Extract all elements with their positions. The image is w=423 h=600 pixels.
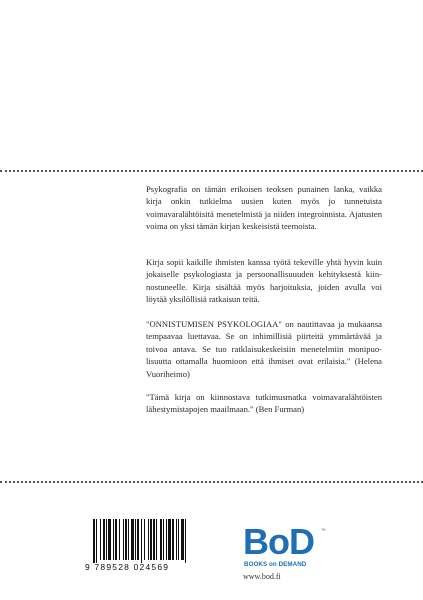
blurb-paragraph-2: Kirja sopii kaikille ihmisten kanssa työtä tekeville yhtä hyvin kuin jokaiselle psykologiasta ja persoonallisuuuden kehityksestä kiin-nostuneelle. Kirja sisältää myös harjoituksia, joiden avulla voi löytää yksilöllisiä ratkaisun teitä. (146, 257, 382, 305)
review-quote-furman: "Tämä kirja on kiinnostava tutkimusmatka voimavaralähtöisten lähestymistapojen maailmaan." (Ben Furman) (146, 392, 382, 415)
review-quote-vuoriheimo: "ONNISTUMISEN PSYKOLOGIAA" on nautittavaa ja mukaansa tempaavaa luettavaa. Se on inhimillisiä piirteitä ymmärtävää ja toivoa antava. Se tuo ratklaisukeskeisiin menetelmiin monipuo-lisuutta ottamalla huomioon että ihmiset ovat erilaisia." (Helena Vuoriheimo) (146, 319, 382, 379)
isbn-number: 9 789528 024569 (85, 562, 170, 572)
publisher-url[interactable]: www.bod.fi (243, 572, 281, 581)
dotted-divider-top (0, 170, 423, 172)
bod-wordmark: BoD (243, 521, 314, 562)
isbn-barcode (85, 518, 218, 576)
trademark-mark: ™ (321, 528, 326, 534)
blurb-paragraph-1: Psykografia on tämän erikoisen teoksen punainen lanka, vaikka kirja onkin tutkielma uusien kuten myös jo tunnetuista voimavaralähtöisitä menetelmistä ja niiden integroinnista. Ajatusten voima on yksi tämän kirjan keskeisistä teemoista. (146, 184, 382, 232)
barcode-bars-icon (85, 518, 218, 564)
bod-logo (243, 521, 326, 568)
bod-tagline: BOOKS on DEMAND (244, 561, 307, 568)
dotted-divider-bottom (0, 481, 423, 483)
